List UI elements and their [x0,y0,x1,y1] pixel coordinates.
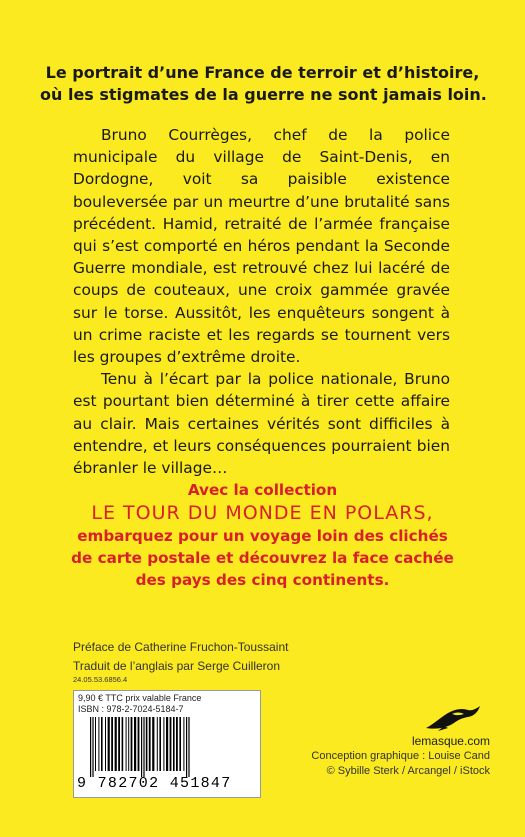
tagline-line-1: Le portrait d’une France de terroir et d’histoire, [45,63,480,82]
translation-credit: Traduit de l’anglais par Serge Cuilleron [73,659,280,673]
synopsis-paragraph-2: Tenu à l’écart par la police nationale, Bruno est pourtant bien déterminé à tirer cette affaire au clair. Mais certaines vérités sont difficiles à entendre, et leurs conséquences pourraient bien ébranler le village… [73,370,450,478]
collection-series-name: LE TOUR DU MONDE EN POLARS, [91,502,434,524]
barcode-panel [73,690,261,798]
synopsis-paragraph-1: Bruno Courrèges, chef de la police municipale du village de Saint-Denis, en Dordogne, voit sa paisible existence bouleversée par un meurtre d’une brutalité sans précédent. Hamid, retraité de l’armée française qui s’est comporté en héros pendant la Seconde Guerre mondiale, est retrouvé chez lui lacéré de coups de couteaux, une croix gammée gravée sur le torse. Aussitôt, les enquêteurs songent à un crime raciste et les regards se tournent vers les groupes d’extrême droite. [73,126,450,367]
price-label: 9,90 € TTC prix valable France [78,693,202,703]
barcode-graphic [88,717,248,777]
preface-credit: Préface de Catherine Fruchon-Toussaint [73,640,289,654]
tagline-line-2: où les stigmates de la guerre ne sont jamais loin. [40,85,487,104]
collection-line-3: des pays des cinq continents. [135,571,390,589]
isbn-label: ISBN : 978-2-7024-5184-7 [78,704,184,714]
print-code: 24.05.53.6856.4 [73,675,128,684]
masque-logo-icon [424,704,482,732]
collection-blurb [40,479,485,591]
book-credits [73,638,288,676]
collection-line-2: de carte postale et découvrez la face cachée [71,549,454,567]
collection-intro: Avec la collection [187,481,338,499]
publisher-credits [311,734,490,779]
publisher-site-link[interactable]: lemasque.com [411,734,490,748]
barcode-digits: 9 782702 451847 [77,775,232,792]
photo-credit: © Sybille Sterk / Arcangel / iStock [326,765,490,777]
design-credit: Conception graphique : Louise Cand [311,750,490,762]
tagline [40,62,485,106]
synopsis [73,124,450,479]
collection-line-1: embarquez pour un voyage loin des clichés [77,527,448,545]
